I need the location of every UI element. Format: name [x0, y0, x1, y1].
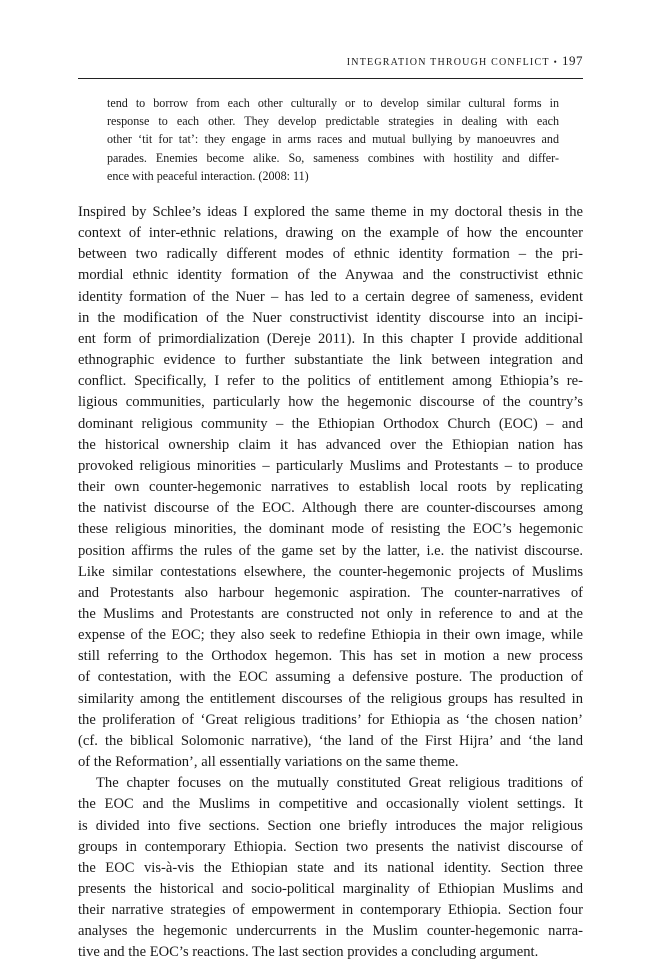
text-line: the nativist discourse of the EOC. Although there are counter-discourses among: [78, 500, 583, 517]
text-line: expense of the EOC; they also seek to redefine Ethiopia in their own image, while: [78, 627, 583, 644]
text-line: analyses the hegemonic undercurrents in the Muslim counter-hegemonic narra-: [78, 923, 583, 940]
text-line: groups in contemporary Ethiopia. Section two presents the nativist discourse of: [78, 838, 583, 855]
quote-line: tend to borrow from each other culturally or to develop similar cultural forms in: [107, 96, 559, 110]
text-line: mordial ethnic identity formation of the Anywaa and the constructivist ethnic: [78, 267, 583, 284]
text-line: provoked religious minorities – particularly Muslims and Protestants – to produce: [78, 457, 583, 474]
text-line: in the modification of the Nuer constructivist identity discourse into an incipi-: [78, 309, 583, 326]
quote-line: parades. Enemies become alike. So, sameness combines with hostility and differ-: [107, 150, 559, 165]
text-line: ent form of primordialization (Dereje 2011). In this chapter I provide additional: [78, 330, 583, 347]
text-line: context of inter-ethnic relations, drawing on the example of how the encounter: [78, 225, 583, 242]
paragraph-2: [78, 773, 583, 963]
text-line: (cf. the biblical Solomonic narrative), ‘the land of the First Hijra’ and ‘the land: [78, 732, 583, 749]
text-line: dominant religious community – the Ethiopian Orthodox Church (EOC) – and: [78, 415, 583, 432]
text-line: position affirms the rules of the game set by the latter, i.e. the nativist discourse.: [78, 542, 583, 559]
quote-line: other ‘tit for tat’: they engage in arms races and mutual bullying by manoeuvres and: [107, 132, 559, 147]
running-head: [78, 50, 583, 79]
text-line: their own counter-hegemonic narratives to establish local roots by replicating: [78, 479, 583, 496]
text-line: similarity among the entitlement discourses of the religious groups has resulted in: [78, 690, 583, 707]
text-line: their narrative strategies of empowerment in contemporary Ethiopia. Section four: [78, 902, 583, 919]
text-line: identity formation of the Nuer – has led to a certain degree of sameness, evident: [78, 288, 583, 305]
text-line: and Protestants also harbour hegemonic aspiration. The counter-narratives of: [78, 584, 583, 601]
page-number: 197: [562, 53, 583, 68]
text-line: between two radically different modes of ethnic identity formation – the pri-: [78, 246, 583, 263]
paragraph-1: [78, 202, 583, 773]
text-line: still referring to the Orthodox hegemon. This has set in motion a new process: [78, 648, 583, 665]
text-line: Inspired by Schlee’s ideas I explored the same theme in my doctoral thesis in the: [78, 204, 583, 220]
quote-line: response to each other. They develop predictable strategies in dealing with each: [107, 114, 559, 129]
text-line: of the Reformation’, all essentially variations on the same theme.: [78, 754, 459, 771]
text-line: the proliferation of ‘Great religious traditions’ for Ethiopia as ‘the chosen nation’: [78, 711, 583, 728]
text-line: ethnographic evidence to further substantiate the link between integration and: [78, 352, 583, 369]
text-line: the EOC vis-à-vis the Ethiopian state and its national identity. Section three: [78, 859, 583, 876]
running-title: INTEGRATION THROUGH CONFLICT: [346, 57, 550, 68]
text-line: presents the historical and socio-political marginality of Ethiopian Muslims and: [78, 881, 583, 897]
text-line: tive and the EOC’s reactions. The last section provides a concluding argument.: [78, 944, 539, 961]
text-line: the Muslims and Protestants are constructed not only in reference to and at the: [78, 605, 583, 622]
text-line: conflict. Specifically, I refer to the politics of entitlement among Ethiopia’s re-: [78, 373, 583, 390]
body-text: [78, 202, 583, 964]
text-line: these religious minorities, the dominant mode of resisting the EOC’s hegemonic: [78, 521, 583, 538]
text-line: of contestation, with the EOC assuming a defensive posture. The production of: [78, 669, 583, 686]
text-line: the historical ownership claim it has advanced over the Ethiopian nation has: [78, 436, 583, 453]
quote-line: ence with peaceful interaction. (2008: 11): [107, 168, 309, 183]
text-line: the EOC and the Muslims in competitive and occasionally violent settings. It: [78, 796, 583, 813]
text-line: Like similar contestations elsewhere, the counter-hegemonic projects of Muslims: [78, 563, 583, 580]
text-line: is divided into five sections. Section one briefly introduces the major religious: [78, 817, 583, 834]
block-quote: [107, 94, 559, 185]
separator-bullet: •: [553, 57, 558, 67]
text-line: ligious communities, particularly how the hegemonic discourse of the country’s: [78, 394, 583, 411]
text-line: The chapter focuses on the mutually constituted Great religious traditions of: [96, 775, 583, 792]
